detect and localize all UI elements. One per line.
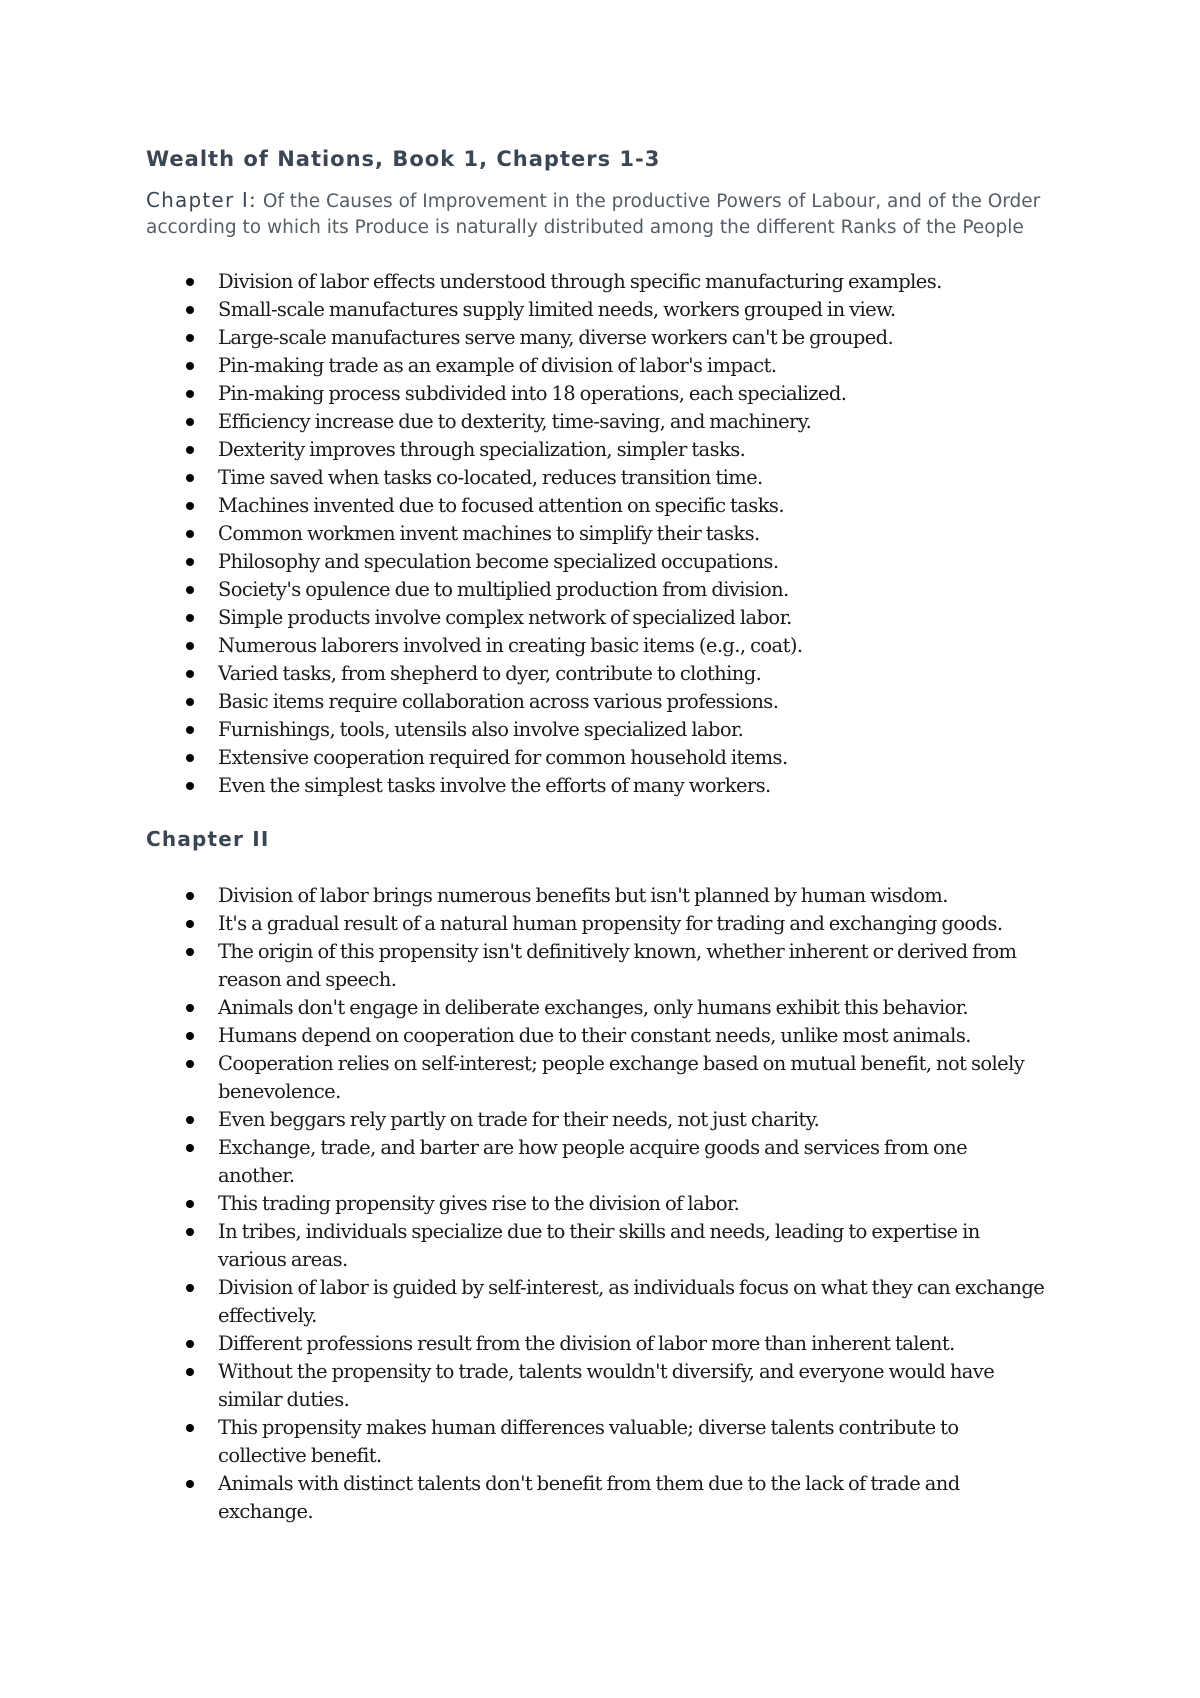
list-item: [146, 1414, 1046, 1470]
bullet-icon: [186, 698, 194, 706]
list-item: [146, 1274, 1046, 1330]
bullet-icon: [186, 1284, 194, 1292]
list-item-text: Without the propensity to trade, talents wouldn't diversify, and everyone would have similar duties.: [218, 1360, 995, 1411]
chapter-2-heading: Chapter II: [146, 827, 270, 851]
bullet-icon: [186, 1116, 194, 1124]
list-item-text: Machines invented due to focused attention on specific tasks.: [218, 494, 784, 517]
list-item: [146, 744, 1046, 772]
chapter-1-heading: [146, 188, 1046, 240]
bullet-icon: [186, 1032, 194, 1040]
list-item: [146, 994, 1046, 1022]
bullet-icon: [186, 390, 194, 398]
list-item: [146, 716, 1046, 744]
list-item: [146, 352, 1046, 380]
list-item-text: In tribes, individuals specialize due to their skills and needs, leading to expertise in various areas.: [218, 1220, 980, 1271]
bullet-icon: [186, 1368, 194, 1376]
bullet-icon: [186, 614, 194, 622]
list-item: [146, 408, 1046, 436]
chapter-1-label: Chapter I:: [146, 188, 257, 212]
list-item: [146, 520, 1046, 548]
bullet-icon: [186, 754, 194, 762]
list-item-text: Efficiency increase due to dexterity, time-saving, and machinery.: [218, 410, 812, 433]
list-item: [146, 1470, 1046, 1526]
list-item-text: Simple products involve complex network of specialized labor.: [218, 606, 792, 629]
list-item-text: Division of labor effects understood through specific manufacturing examples.: [218, 270, 942, 293]
list-item-text: Even beggars rely partly on trade for their needs, not just charity.: [218, 1108, 820, 1131]
list-item: [146, 1358, 1046, 1414]
list-item: [146, 938, 1046, 994]
bullet-icon: [186, 530, 194, 538]
list-item: [146, 660, 1046, 688]
list-item: [146, 1106, 1046, 1134]
bullet-icon: [186, 306, 194, 314]
bullet-icon: [186, 1480, 194, 1488]
list-item: [146, 632, 1046, 660]
list-item-text: Division of labor is guided by self-interest, as individuals focus on what they can exchange effectively.: [218, 1276, 1045, 1327]
list-item-text: Large-scale manufactures serve many, diverse workers can't be grouped.: [218, 326, 894, 349]
list-item-text: Animals don't engage in deliberate exchanges, only humans exhibit this behavior.: [218, 996, 968, 1019]
document-title: Wealth of Nations, Book 1, Chapters 1-3: [146, 147, 661, 171]
list-item: [146, 1050, 1046, 1106]
document-body: [146, 144, 1046, 1526]
bullet-icon: [186, 334, 194, 342]
list-item: [146, 324, 1046, 352]
list-item-text: Numerous laborers involved in creating basic items (e.g., coat).: [218, 634, 803, 657]
list-item-text: Time saved when tasks co-located, reduces transition time.: [218, 466, 763, 489]
bullet-icon: [186, 446, 194, 454]
bullet-icon: [186, 278, 194, 286]
list-item-text: Small-scale manufactures supply limited needs, workers grouped in view.: [218, 298, 896, 321]
bullet-icon: [186, 1228, 194, 1236]
bullet-icon: [186, 558, 194, 566]
list-item-text: Pin-making process subdivided into 18 operations, each specialized.: [218, 382, 847, 405]
list-item-text: The origin of this propensity isn't definitively known, whether inherent or derived from reason and speech.: [218, 940, 1017, 991]
bullet-icon: [186, 362, 194, 370]
bullet-icon: [186, 1060, 194, 1068]
list-item-text: Pin-making trade as an example of division of labor's impact.: [218, 354, 777, 377]
list-item-text: Different professions result from the division of labor more than inherent talent.: [218, 1332, 955, 1355]
bullet-icon: [186, 1144, 194, 1152]
list-item: [146, 1218, 1046, 1274]
list-item-text: Dexterity improves through specialization, simpler tasks.: [218, 438, 746, 461]
list-item-text: Humans depend on cooperation due to their constant needs, unlike most animals.: [218, 1024, 971, 1047]
bullet-icon: [186, 474, 194, 482]
list-item-text: Division of labor brings numerous benefits but isn't planned by human wisdom.: [218, 884, 948, 907]
bullet-icon: [186, 1340, 194, 1348]
list-item-text: Philosophy and speculation become specialized occupations.: [218, 550, 779, 573]
list-item-text: Even the simplest tasks involve the efforts of many workers.: [218, 774, 771, 797]
list-item: [146, 1330, 1046, 1358]
list-item: [146, 576, 1046, 604]
bullet-icon: [186, 502, 194, 510]
list-item: [146, 492, 1046, 520]
bullet-icon: [186, 586, 194, 594]
list-item-text: Common workmen invent machines to simplify their tasks.: [218, 522, 760, 545]
chapter-1-bullet-list: [146, 268, 1046, 800]
list-item: [146, 910, 1046, 938]
list-item-text: Furnishings, tools, utensils also involve specialized labor.: [218, 718, 744, 741]
list-item: [146, 1134, 1046, 1190]
bullet-icon: [186, 726, 194, 734]
bullet-icon: [186, 1200, 194, 1208]
list-item-text: It's a gradual result of a natural human propensity for trading and exchanging goods.: [218, 912, 1003, 935]
list-item: [146, 1190, 1046, 1218]
list-item-text: Varied tasks, from shepherd to dyer, contribute to clothing.: [218, 662, 762, 685]
bullet-icon: [186, 892, 194, 900]
list-item: [146, 604, 1046, 632]
list-item: [146, 296, 1046, 324]
bullet-icon: [186, 1424, 194, 1432]
list-item: [146, 772, 1046, 800]
bullet-icon: [186, 670, 194, 678]
list-item: [146, 688, 1046, 716]
list-item-text: This propensity makes human differences valuable; diverse talents contribute to collective benefit.: [218, 1416, 959, 1467]
list-item-text: Basic items require collaboration across various professions.: [218, 690, 779, 713]
list-item: [146, 464, 1046, 492]
list-item-text: This trading propensity gives rise to the division of labor.: [218, 1192, 740, 1215]
bullet-icon: [186, 920, 194, 928]
list-item-text: Society's opulence due to multiplied production from division.: [218, 578, 789, 601]
bullet-icon: [186, 642, 194, 650]
bullet-icon: [186, 782, 194, 790]
bullet-icon: [186, 418, 194, 426]
list-item: [146, 436, 1046, 464]
list-item: [146, 882, 1046, 910]
list-item: [146, 380, 1046, 408]
chapter-2-bullet-list: [146, 882, 1046, 1526]
list-item: [146, 268, 1046, 296]
list-item: [146, 1022, 1046, 1050]
list-item: [146, 548, 1046, 576]
bullet-icon: [186, 1004, 194, 1012]
list-item-text: Animals with distinct talents don't benefit from them due to the lack of trade and exchange.: [218, 1472, 960, 1523]
chapter-1-subtitle: Of the Causes of Improvement in the productive Powers of Labour, and of the Order according to which its Produce is naturally distributed among the different Ranks of the People: [146, 191, 1041, 238]
list-item-text: Exchange, trade, and barter are how people acquire goods and services from one another.: [218, 1136, 968, 1187]
bullet-icon: [186, 948, 194, 956]
list-item-text: Cooperation relies on self-interest; people exchange based on mutual benefit, not solely benevolence.: [218, 1052, 1025, 1103]
list-item-text: Extensive cooperation required for common household items.: [218, 746, 788, 769]
